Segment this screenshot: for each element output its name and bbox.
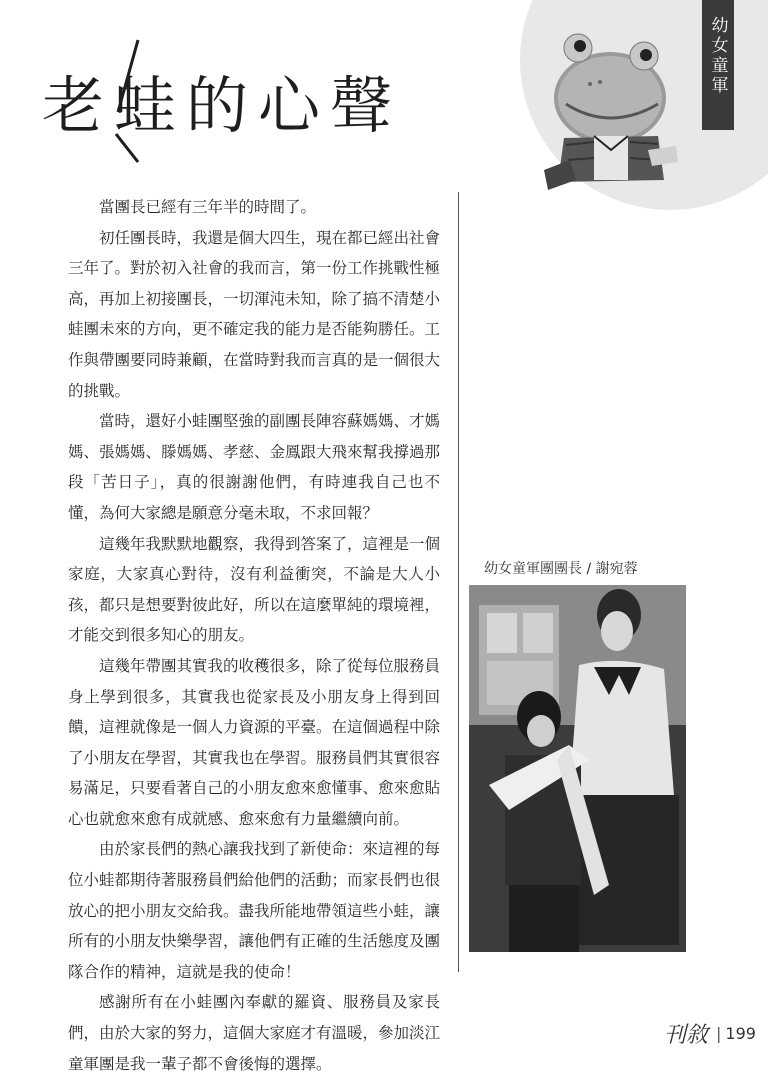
title-char-old: 老 <box>42 69 115 142</box>
paragraph: 由於家長們的熱心讓我找到了新使命：來這裡的每位小蛙都期待著服務員們給他們的活動；而家長們也很放心的把小朋友交給我。盡我所能地帶領這些小蛙，讓所有的小朋友快樂學習，讓他們有正確的生活態度及團隊合作的精神，這就是我的使命！ <box>68 840 441 981</box>
title-char-frog-wrap <box>114 66 186 146</box>
leaders-photo <box>469 585 686 952</box>
title-stroke-decoration <box>112 38 142 168</box>
footer-separator: | <box>716 1024 722 1043</box>
page-number: 199 <box>725 1024 756 1043</box>
paragraph: 當時，還好小蛙團堅強的副團長陣容蘇媽媽、才媽媽、張媽媽、滕媽媽、孝慈、金鳳跟大飛來幫我撐過那段「苦日子」，真的很謝謝他們，有時連我自己也不懂，為何大家總是願意分毫未取，不求回報？ <box>68 412 441 522</box>
column-divider <box>458 192 459 972</box>
paragraph: 初任團長時，我還是個大四生，現在都已經出社會三年了。對於初入社會的我而言，第一份工作挑戰性極高，再加上初接團長，一切渾沌未知，除了搞不清楚小蛙團未來的方向，更不確定我的能力是否能夠勝任。工作與帶團要同時兼顧，在當時對我而言真的是一個很大的挑戰。 <box>68 228 441 400</box>
paragraph: 感謝所有在小蛙團內奉獻的羅資、服務員及家長們，由於大家的努力，這個大家庭才有溫暖，參加淡江童軍團是我一輩子都不會後悔的選擇。 <box>68 993 441 1073</box>
publication-logo: 刊敘 <box>664 1023 709 1048</box>
title-char-frog: 蛙 <box>114 69 187 142</box>
frog-illustration <box>540 20 680 195</box>
article-body <box>68 192 440 1079</box>
title-rest: 的心聲 <box>186 69 403 142</box>
paragraph: 這幾年帶團其實我的收穫很多，除了從每位服務員身上學到很多，其實我也從家長及小朋友身上得到回饋，這裡就像是一個人力資源的平臺。在這個過程中除了小朋友在學習，其實我也在學習。服務員們其實很容易滿足，只要看著自己的小朋友愈來愈懂事、愈來愈貼心也就愈來愈有成就感、愈來愈有力量繼續向前。 <box>68 656 441 828</box>
page-title <box>42 66 402 146</box>
section-tab <box>702 0 734 130</box>
page-footer <box>664 1018 756 1049</box>
section-tab-label: 幼女童軍 <box>707 16 728 96</box>
paragraph: 這幾年我默默地觀察，我得到答案了，這裡是一個家庭，大家真心對待，沒有利益衝突，不論是大人小孩，都只是想要對彼此好，所以在這麼單純的環境裡，才能交到很多知心的朋友。 <box>68 534 441 645</box>
paragraph: 當團長已經有三年半的時間了。 <box>99 198 317 216</box>
photo-caption: 幼女童軍團團長 / 謝宛蓉 <box>484 561 638 577</box>
